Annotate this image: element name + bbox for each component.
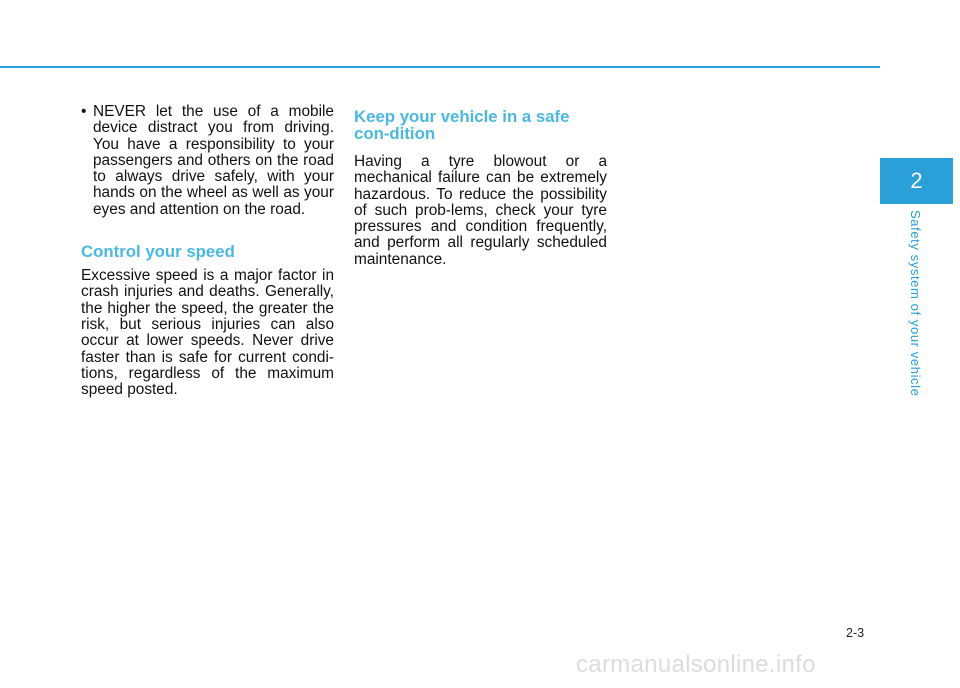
right-column — [354, 104, 607, 268]
page-number: 2-3 — [846, 626, 865, 640]
control-speed-paragraph: Excessive speed is a major factor in crash injuries and deaths. Generally, the higher the speed, the greater the risk, but serious injuries can also occur at lower speeds. Never drive faster than is safe for current condi-tions, regardless of the maximum speed posted. — [81, 267, 334, 399]
control-speed-heading: Control your speed — [81, 242, 235, 262]
watermark: carmanualsonline.info — [576, 651, 816, 678]
bullet-text: NEVER let the use of a mobile device distract you from driving. You have a responsibility to your passengers and others on the road to always drive safely, with your hands on the wheel as well as your eyes and attention on the road. — [93, 103, 334, 218]
safe-condition-heading: Keep your vehicle in a safe con-dition — [354, 107, 570, 143]
bullet-item — [81, 104, 334, 218]
chapter-tab — [880, 158, 953, 204]
chapter-title: Safety system of your vehicle — [908, 210, 923, 397]
chapter-number: 2 — [910, 168, 923, 193]
safe-condition-paragraph: Having a tyre blowout or a mechanical failure can be extremely hazardous. To reduce the possibility of such prob-lems, check your tyre pressures and condition frequently, and perform all regularly scheduled maintenance. — [354, 153, 607, 268]
left-column — [81, 104, 334, 398]
bullet-marker: • — [81, 103, 87, 120]
top-rule — [0, 66, 880, 68]
